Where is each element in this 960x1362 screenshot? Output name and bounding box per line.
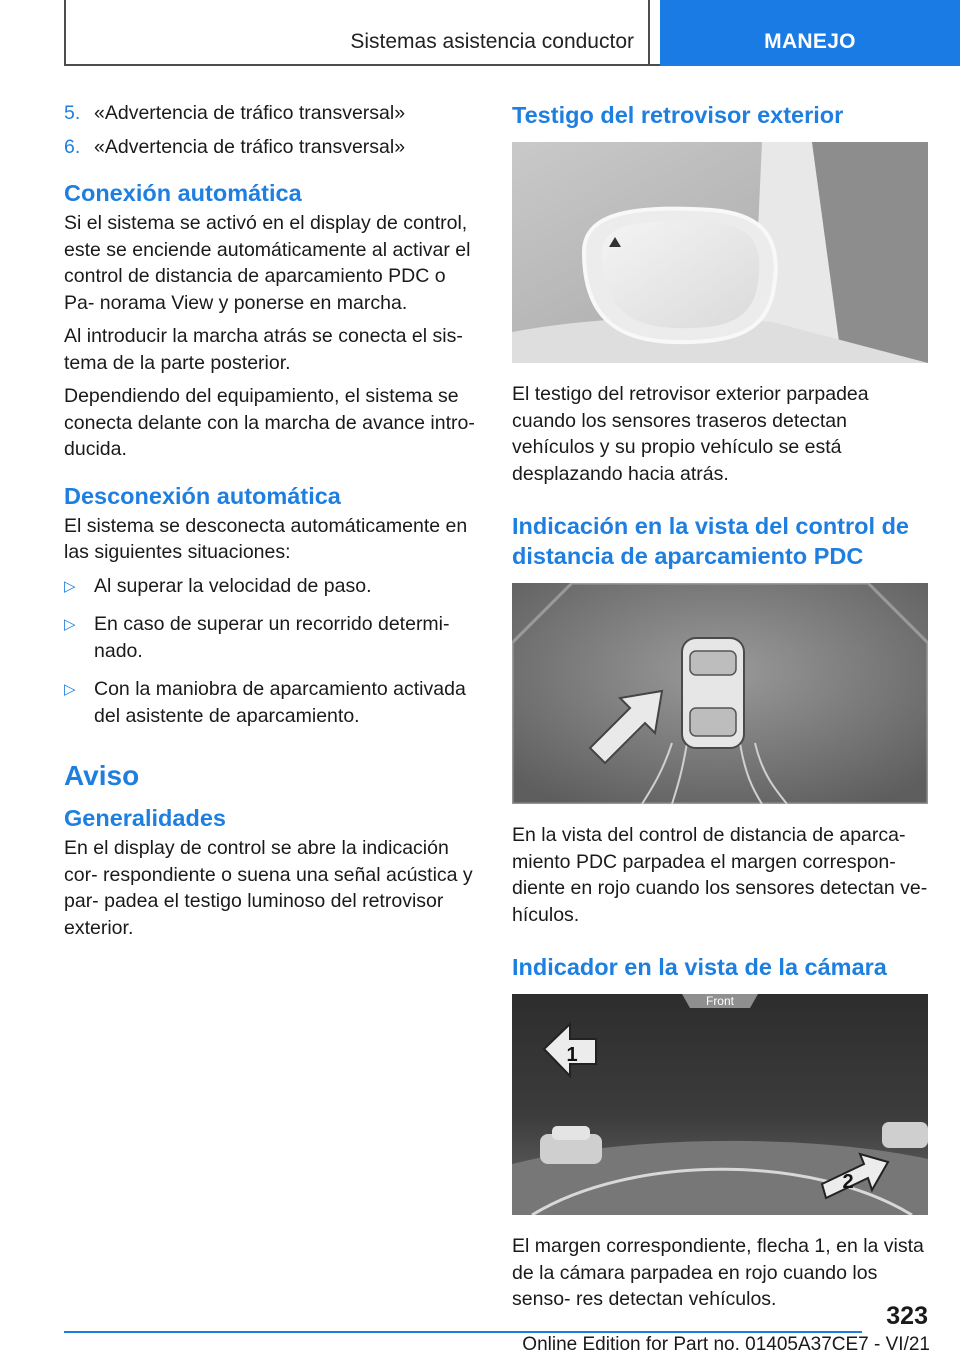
paragraph: El sistema se desconecta automáticamente en las siguientes situaciones:: [64, 514, 468, 563]
list-text: «Advertencia de tráfico transversal»: [94, 135, 406, 158]
triangle-bullet-icon: ▷: [64, 681, 76, 698]
list-text: En caso de superar un recorrido determi‐ nado.: [94, 613, 450, 662]
list-item: [64, 573, 476, 600]
list-item: [64, 611, 476, 664]
header-chapter-label: MANEJO: [764, 30, 856, 53]
heading-auto-on: Conexión automática: [64, 180, 302, 206]
right-column: [512, 100, 928, 1320]
list-item: [64, 100, 476, 127]
header-section-box: [64, 0, 650, 66]
pdc-image: [512, 583, 928, 804]
header-chapter-tab: [660, 0, 960, 66]
heading-camera: Indicador en la vista de la cámara: [512, 954, 887, 980]
paragraph: Al introducir la marcha atrás se conecta el sis‐ tema de la parte posterior.: [64, 325, 463, 374]
mirror-illustration: [512, 142, 928, 363]
heading-auto-off: Desconexión automática: [64, 482, 341, 509]
paragraph: Si el sistema se activó en el display de control, este se enciende automáticamente al activar el control de distancia de aparcamiento PDC o Pa‐ norama View y ponerse en marcha.: [64, 212, 471, 314]
list-item: [64, 134, 476, 161]
footer-edition: Online Edition for Part no. 01405A37CE7 - VI/21: [522, 1334, 930, 1355]
heading-pdc: Indicación en la vista del control de distancia de aparcamiento PDC: [512, 513, 909, 569]
paragraph: En la vista del control de distancia de aparca‐ miento PDC parpadea el margen correspon‐ diente en rojo cuando los sensores detectan ve‐ hículos.: [512, 824, 928, 926]
paragraph: En el display de control se abre la indicación cor‐ respondiente o suena una señal acústica y par‐ padea el testigo luminoso del retrovisor exterior.: [64, 837, 473, 939]
list-item: [64, 676, 476, 729]
left-column: [64, 100, 476, 948]
paragraph: El margen correspondiente, flecha 1, en la vista de la cámara parpadea en rojo cuando los senso‐ res detectan vehículos.: [512, 1235, 924, 1310]
pdc-illustration: [512, 583, 928, 804]
list-text: «Advertencia de tráfico transversal»: [94, 102, 406, 124]
heading-aviso: Aviso: [64, 760, 140, 791]
heading-mirror: Testigo del retrovisor exterior: [512, 102, 844, 128]
list-text: Con la maniobra de aparcamiento activada del asistente de aparcamiento.: [94, 678, 466, 727]
list-number: 6.: [64, 135, 81, 158]
camera-front-label: Front: [705, 994, 735, 1008]
list-text: Al superar la velocidad de paso.: [94, 574, 372, 597]
footer-rule: [64, 1331, 862, 1333]
triangle-bullet-icon: ▷: [64, 577, 76, 595]
camera-image: [512, 994, 928, 1215]
paragraph: El testigo del retrovisor exterior parpadea cuando los sensores traseros detectan vehículos y su propio vehículo se está desplazando hacia atrás.: [512, 383, 869, 485]
list-number: 5.: [64, 102, 81, 124]
bullet-list: [64, 573, 476, 730]
paragraph: Dependiendo del equipamiento, el sistema se conecta delante con la marcha de avance intro‐ ducida.: [64, 385, 475, 460]
triangle-bullet-icon: ▷: [64, 616, 76, 633]
header-section-title: Sistemas asistencia conductor: [350, 30, 634, 53]
numbered-list: [64, 100, 476, 160]
camera-arrow1-label: 1: [566, 1044, 578, 1066]
heading-generalidades: Generalidades: [64, 805, 226, 831]
camera-illustration: [512, 994, 928, 1215]
page-number: 323: [886, 1302, 928, 1330]
mirror-image: [512, 142, 928, 363]
camera-arrow2-label: 2: [842, 1171, 854, 1193]
